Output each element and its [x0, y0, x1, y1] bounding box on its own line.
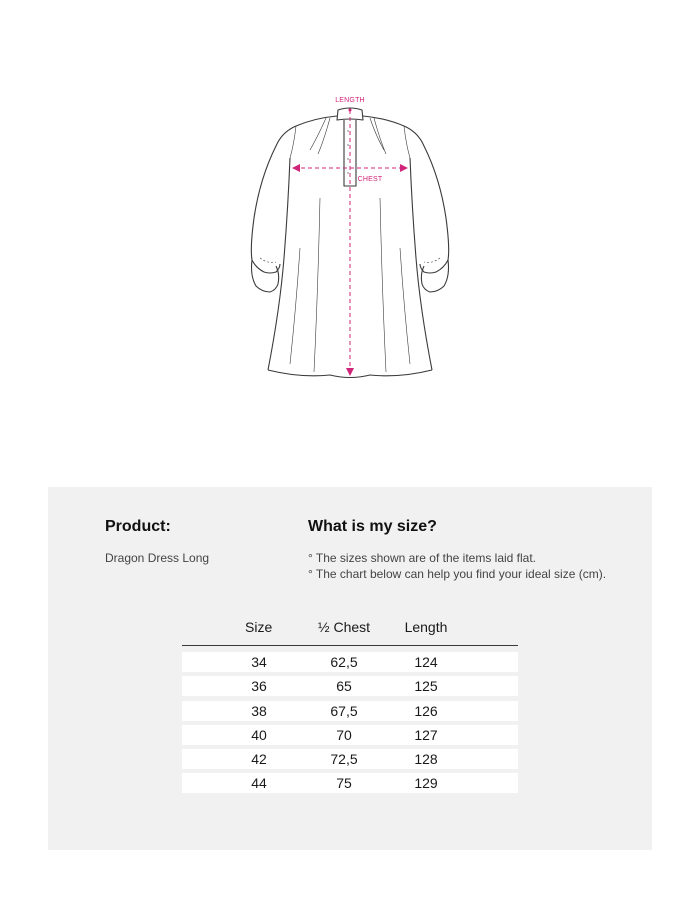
cell-chest: 72,5	[330, 751, 358, 768]
size-note-flat: ° The sizes shown are of the items laid flat.	[308, 551, 537, 565]
cell-chest: 62,5	[330, 654, 358, 670]
column-header-length: Length	[404, 619, 448, 635]
cell-length: 126	[414, 702, 438, 719]
table-row	[182, 725, 518, 745]
cell-size: 42	[251, 751, 267, 768]
cell-chest: 70	[336, 726, 352, 743]
product-name: Dragon Dress Long	[105, 551, 210, 565]
table-row	[182, 701, 518, 721]
cell-length: 127	[414, 726, 438, 743]
column-header-chest: ½ Chest	[317, 619, 371, 635]
table-row	[182, 676, 518, 696]
product-column	[105, 517, 295, 566]
table-row	[182, 749, 518, 769]
cell-chest: 67,5	[330, 702, 358, 719]
chest-measure-line	[292, 164, 408, 172]
size-guide-heading: What is my size?	[308, 518, 437, 535]
size-note-chart: ° The chart below can help you find your ideal size (cm).	[308, 567, 607, 581]
cell-size: 36	[251, 678, 267, 695]
table-header	[182, 617, 518, 646]
column-header-size: Size	[245, 619, 273, 635]
cell-length: 124	[414, 654, 438, 670]
cell-size: 40	[251, 726, 267, 743]
table-row	[182, 773, 518, 793]
cell-length: 129	[414, 775, 438, 792]
table-row	[182, 652, 518, 672]
cell-size: 34	[251, 654, 267, 670]
cell-length: 125	[414, 678, 438, 695]
size-chart-table	[182, 617, 518, 798]
size-info-panel	[48, 487, 652, 850]
length-label: LENGTH	[335, 97, 365, 104]
dress-illustration	[230, 88, 470, 388]
cell-length: 128	[414, 751, 438, 768]
size-guide-column	[308, 517, 638, 582]
length-measure-line	[346, 109, 354, 377]
chest-label: CHEST	[357, 176, 383, 183]
cell-chest: 75	[336, 775, 352, 792]
cell-chest: 65	[336, 678, 352, 695]
cell-size: 44	[251, 775, 267, 792]
cell-size: 38	[251, 702, 267, 719]
product-heading: Product:	[105, 518, 171, 535]
